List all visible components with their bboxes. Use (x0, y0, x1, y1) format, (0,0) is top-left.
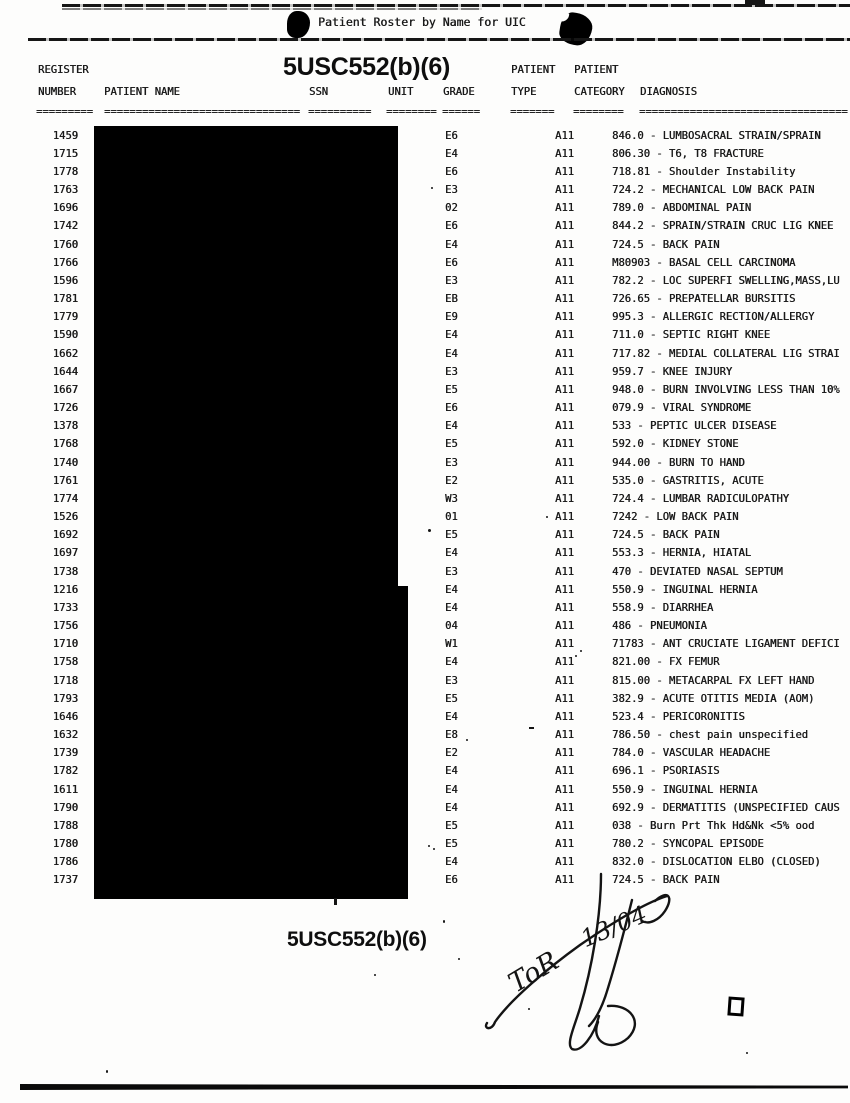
patient-category-cell: A11 (555, 238, 574, 251)
grade-cell: E4 (445, 856, 458, 869)
patient-category-cell: A11 (555, 856, 574, 869)
patient-category-cell: A11 (555, 438, 574, 451)
register-number-cell: 1758 (52, 656, 78, 669)
scan-noise-dot (433, 848, 435, 850)
signature-date-scribble: 13/04 (576, 900, 652, 954)
patient-category-cell: A11 (555, 783, 574, 796)
patient-category-cell: A11 (555, 165, 574, 178)
grade-cell: E5 (445, 692, 458, 705)
patient-category-cell: A11 (555, 656, 574, 669)
grade-cell: E3 (445, 365, 458, 378)
grade-cell: E4 (445, 238, 458, 251)
register-number-cell: 1739 (52, 747, 78, 760)
diagnosis-cell: 692.9 - DERMATITIS (UNSPECIFIED CAUS (612, 801, 840, 814)
diagnosis-cell: 789.0 - ABDOMINAL PAIN (612, 202, 752, 215)
grade-cell: E5 (445, 438, 458, 451)
register-number-cell: 1738 (52, 565, 78, 578)
register-number-cell: 1780 (52, 838, 78, 851)
title-underline-rule (28, 38, 850, 41)
grade-cell: E4 (445, 420, 458, 433)
signature (450, 850, 700, 1065)
register-number-cell: 1378 (52, 420, 78, 433)
register-number-cell: 1742 (52, 220, 78, 233)
diagnosis-cell: 780.2 - SYNCOPAL EPISODE (612, 838, 764, 851)
diagnosis-cell: 550.9 - INGUINAL HERNIA (612, 583, 758, 596)
register-number-cell: 1590 (52, 329, 78, 342)
grade-cell: E4 (445, 765, 458, 778)
patient-category-cell: A11 (555, 474, 574, 487)
patient-category-cell: A11 (555, 184, 574, 196)
grade-cell: E6 (445, 129, 458, 142)
register-number-cell: 1779 (52, 311, 78, 324)
register-number-cell: 1526 (52, 511, 78, 524)
register-number-cell: 1696 (52, 202, 78, 215)
register-number-cell: 1774 (52, 492, 78, 505)
diagnosis-cell: 821.00 - FX FEMUR (612, 656, 720, 669)
patient-category-cell: A11 (555, 147, 574, 160)
signature-initials: ToR (503, 945, 565, 1000)
scan-noise-dot (431, 187, 433, 189)
register-number-cell: 1726 (52, 402, 78, 415)
patient-category-cell: A11 (555, 838, 574, 851)
grade-cell: E9 (445, 311, 458, 324)
register-number-cell: 1632 (52, 729, 78, 742)
redaction-block-names-upper (94, 126, 398, 586)
grade-cell: E4 (445, 547, 458, 560)
col-header-patient-type-line2: TYPE (511, 86, 537, 98)
col-header-patient-category-line1: PATIENT (574, 64, 619, 76)
signature-loop-stroke (596, 1006, 635, 1045)
register-number-cell: 1737 (52, 874, 78, 887)
grade-cell: E3 (445, 274, 458, 287)
diagnosis-cell: 786.50 - chest pain unspecified (612, 729, 808, 742)
page-top-rule-echo (62, 8, 482, 10)
col-sep-ssn: ========== (308, 106, 372, 118)
scan-noise-dash (529, 727, 534, 729)
patient-category-cell: A11 (555, 583, 574, 596)
patient-category-cell: A11 (555, 547, 574, 560)
col-sep-grade: ====== (442, 106, 480, 118)
diagnosis-cell: 696.1 - PSORIASIS (612, 765, 720, 778)
redaction-blob-left (287, 11, 310, 38)
patient-category-cell: A11 (555, 492, 574, 505)
diagnosis-cell: 382.9 - ACUTE OTITIS MEDIA (AOM) (612, 692, 815, 705)
redaction-statute-label-top: 5USC552(b)(6) (283, 53, 450, 81)
diagnosis-cell: 782.2 - LOC SUPERFI SWELLING,MASS,LU (612, 274, 840, 287)
diagnosis-cell: M80903 - BASAL CELL CARCINOMA (612, 256, 796, 269)
patient-category-cell: A11 (555, 874, 574, 887)
diagnosis-cell: 959.7 - KNEE INJURY (612, 365, 733, 378)
diagnosis-cell: 815.00 - METACARPAL FX LEFT HAND (612, 674, 815, 687)
patient-category-cell: A11 (555, 565, 574, 578)
patient-category-cell: A11 (555, 710, 574, 723)
patient-category-cell: A11 (555, 365, 574, 378)
redaction-block-names-lower (94, 586, 408, 899)
diagnosis-cell: 486 - PNEUMONIA (612, 620, 707, 633)
scan-noise-dot (546, 516, 548, 518)
grade-cell: E4 (445, 329, 458, 342)
grade-cell: E4 (445, 583, 458, 596)
scan-noise-dot (458, 958, 460, 960)
diagnosis-cell: 844.2 - SPRAIN/STRAIN CRUC LIG KNEE (612, 220, 834, 233)
register-number-cell: 1646 (52, 710, 78, 723)
register-number-cell: 1596 (52, 274, 78, 287)
diagnosis-cell: 523.4 - PERICORONITIS (612, 710, 745, 723)
diagnosis-cell: 784.0 - VASCULAR HEADACHE (612, 747, 771, 760)
col-header-patient-category-line2: CATEGORY (574, 86, 625, 98)
patient-category-cell: A11 (555, 456, 574, 469)
redaction-statute-label-bottom: 5USC552(b)(6) (287, 928, 427, 951)
diagnosis-cell: 533 - PEPTIC ULCER DISEASE (612, 420, 777, 433)
scan-noise-dot (443, 920, 445, 923)
grade-cell: E5 (445, 819, 458, 832)
diagnosis-cell: 944.00 - BURN TO HAND (612, 456, 745, 469)
scan-noise-dot (746, 1052, 748, 1054)
register-number-cell: 1788 (52, 819, 78, 832)
grade-cell: E5 (445, 529, 458, 542)
col-header-patient-type-line1: PATIENT (511, 64, 556, 76)
patient-category-cell: A11 (555, 638, 574, 651)
col-header-register-line2: NUMBER (38, 86, 76, 98)
grade-cell: E3 (445, 565, 458, 578)
grade-cell: E2 (445, 747, 458, 760)
scan-noise-dot (575, 655, 577, 657)
patient-category-cell: A11 (555, 329, 574, 342)
diagnosis-cell: 535.0 - GASTRITIS, ACUTE (612, 474, 764, 487)
diagnosis-cell: 724.4 - LUMBAR RADICULOPATHY (612, 492, 790, 505)
patient-category-cell: A11 (555, 420, 574, 433)
col-header-unit: UNIT (388, 86, 414, 98)
patient-category-cell: A11 (555, 819, 574, 832)
register-number-cell: 1718 (52, 674, 78, 687)
diagnosis-cell: 558.9 - DIARRHEA (612, 601, 714, 614)
diagnosis-cell: 718.81 - Shoulder Instability (612, 165, 796, 178)
patient-category-cell: A11 (555, 202, 574, 215)
grade-cell: E4 (445, 147, 458, 160)
grade-cell: E3 (445, 184, 458, 196)
diagnosis-cell: 846.0 - LUMBOSACRAL STRAIN/SPRAIN (612, 129, 821, 142)
register-number-cell: 1763 (52, 184, 78, 196)
grade-cell: EB (445, 293, 458, 306)
grade-cell: W1 (445, 638, 458, 651)
patient-category-cell: A11 (555, 529, 574, 542)
grade-cell: 01 (445, 511, 458, 524)
grade-cell: E6 (445, 165, 458, 178)
grade-cell: E5 (445, 838, 458, 851)
grade-cell: E3 (445, 456, 458, 469)
patient-category-cell: A11 (555, 383, 574, 396)
col-sep-diagnosis: ================================= (639, 106, 848, 118)
scan-noise-dot (428, 845, 430, 847)
register-number-cell: 1715 (52, 147, 78, 160)
diagnosis-cell: 711.0 - SEPTIC RIGHT KNEE (612, 329, 771, 342)
grade-cell: E3 (445, 674, 458, 687)
grade-cell: E4 (445, 783, 458, 796)
patient-category-cell: A11 (555, 402, 574, 415)
register-number-cell: 1710 (52, 638, 78, 651)
diagnosis-cell: 038 - Burn Prt Thk Hd&Nk <5% ood (612, 819, 815, 832)
register-number-cell: 1781 (52, 293, 78, 306)
patient-category-cell: A11 (555, 511, 574, 524)
diagnosis-cell: 470 - DEVIATED NASAL SEPTUM (612, 565, 783, 578)
register-number-cell: 1756 (52, 620, 78, 633)
register-number-cell: 1782 (52, 765, 78, 778)
col-sep-register: ========= (36, 106, 93, 118)
register-number-cell: 1768 (52, 438, 78, 451)
patient-category-cell: A11 (555, 129, 574, 142)
patient-category-cell: A11 (555, 765, 574, 778)
register-number-cell: 1740 (52, 456, 78, 469)
small-square-mark (727, 996, 744, 1016)
diagnosis-cell: 724.5 - BACK PAIN (612, 874, 720, 887)
grade-cell: E4 (445, 656, 458, 669)
register-number-cell: 1790 (52, 801, 78, 814)
grade-cell: E8 (445, 729, 458, 742)
col-sep-patient-type: ======= (510, 106, 555, 118)
grade-cell: E4 (445, 601, 458, 614)
col-header-ssn: SSN (309, 86, 328, 98)
patient-category-cell: A11 (555, 220, 574, 233)
register-number-cell: 1786 (52, 856, 78, 869)
register-number-cell: 1644 (52, 365, 78, 378)
diagnosis-cell: 724.2 - MECHANICAL LOW BACK PAIN (612, 184, 815, 196)
patient-category-cell: A11 (555, 747, 574, 760)
scan-noise-tick (334, 898, 337, 905)
patient-category-cell: A11 (555, 347, 574, 360)
grade-cell: E4 (445, 710, 458, 723)
diagnosis-cell: 553.3 - HERNIA, HIATAL (612, 547, 752, 560)
diagnosis-cell: 806.30 - T6, T8 FRACTURE (612, 147, 764, 160)
col-header-patient-name: PATIENT NAME (104, 86, 180, 98)
register-number-cell: 1766 (52, 256, 78, 269)
diagnosis-cell: 079.9 - VIRAL SYNDROME (612, 402, 752, 415)
register-number-cell: 1459 (52, 129, 78, 142)
grade-cell: 02 (445, 202, 458, 215)
scan-noise-dot (106, 1070, 108, 1073)
patient-category-cell: A11 (555, 256, 574, 269)
register-number-cell: 1760 (52, 238, 78, 251)
diagnosis-cell: 832.0 - DISLOCATION ELBO (CLOSED) (612, 856, 821, 869)
grade-cell: E6 (445, 402, 458, 415)
col-header-diagnosis: DIAGNOSIS (640, 86, 697, 98)
redaction-blob-right (558, 11, 595, 48)
grade-cell: E4 (445, 801, 458, 814)
patient-category-cell: A11 (555, 293, 574, 306)
patient-category-cell: A11 (555, 692, 574, 705)
col-header-register-line1: REGISTER (38, 64, 89, 76)
page-bottom-rule (20, 1084, 848, 1090)
register-number-cell: 1778 (52, 165, 78, 178)
diagnosis-cell: 7242 - LOW BACK PAIN (612, 511, 739, 524)
register-number-cell: 1662 (52, 347, 78, 360)
scan-noise-dot (528, 1008, 530, 1010)
register-number-cell: 1761 (52, 474, 78, 487)
diagnosis-cell: 550.9 - INGUINAL HERNIA (612, 783, 758, 796)
register-number-cell: 1667 (52, 383, 78, 396)
page-top-rule (62, 4, 850, 7)
patient-category-cell: A11 (555, 601, 574, 614)
grade-cell: 04 (445, 620, 458, 633)
patient-category-cell: A11 (555, 801, 574, 814)
scan-noise-dot (580, 650, 582, 652)
grade-cell: E6 (445, 256, 458, 269)
page-title: Patient Roster by Name for UIC (318, 15, 526, 29)
scan-noise-dot (374, 974, 376, 976)
diagnosis-cell: 948.0 - BURN INVOLVING LESS THAN 10% (612, 383, 840, 396)
diagnosis-cell: 726.65 - PREPATELLAR BURSITIS (612, 293, 796, 306)
patient-category-cell: A11 (555, 620, 574, 633)
grade-cell: E5 (445, 383, 458, 396)
patient-category-cell: A11 (555, 311, 574, 324)
register-number-cell: 1611 (52, 783, 78, 796)
col-sep-patient-category: ======== (573, 106, 624, 118)
grade-cell: E4 (445, 347, 458, 360)
diagnosis-cell: 724.5 - BACK PAIN (612, 529, 720, 542)
diagnosis-cell: 717.82 - MEDIAL COLLATERAL LIG STRAI (612, 347, 840, 360)
grade-cell: E6 (445, 874, 458, 887)
grade-cell: W3 (445, 492, 458, 505)
diagnosis-cell: 592.0 - KIDNEY STONE (612, 438, 739, 451)
diagnosis-cell: 724.5 - BACK PAIN (612, 238, 720, 251)
register-number-cell: 1692 (52, 529, 78, 542)
grade-cell: E6 (445, 220, 458, 233)
diagnosis-cell: 995.3 - ALLERGIC RECTION/ALLERGY (612, 311, 815, 324)
col-sep-unit: ======== (386, 106, 437, 118)
top-right-tick (745, 0, 765, 5)
register-number-cell: 1733 (52, 601, 78, 614)
scan-noise-dot (428, 529, 431, 532)
register-number-cell: 1216 (52, 583, 78, 596)
scan-noise-dot (466, 739, 468, 741)
diagnosis-cell: 71783 - ANT CRUCIATE LIGAMENT DEFICI (612, 638, 840, 651)
col-sep-patient-name: =============================== (104, 106, 300, 118)
patient-category-cell: A11 (555, 674, 574, 687)
register-number-cell: 1793 (52, 692, 78, 705)
patient-category-cell: A11 (555, 729, 574, 742)
register-number-cell: 1697 (52, 547, 78, 560)
grade-cell: E2 (445, 474, 458, 487)
patient-category-cell: A11 (555, 274, 574, 287)
col-header-grade: GRADE (443, 86, 475, 98)
